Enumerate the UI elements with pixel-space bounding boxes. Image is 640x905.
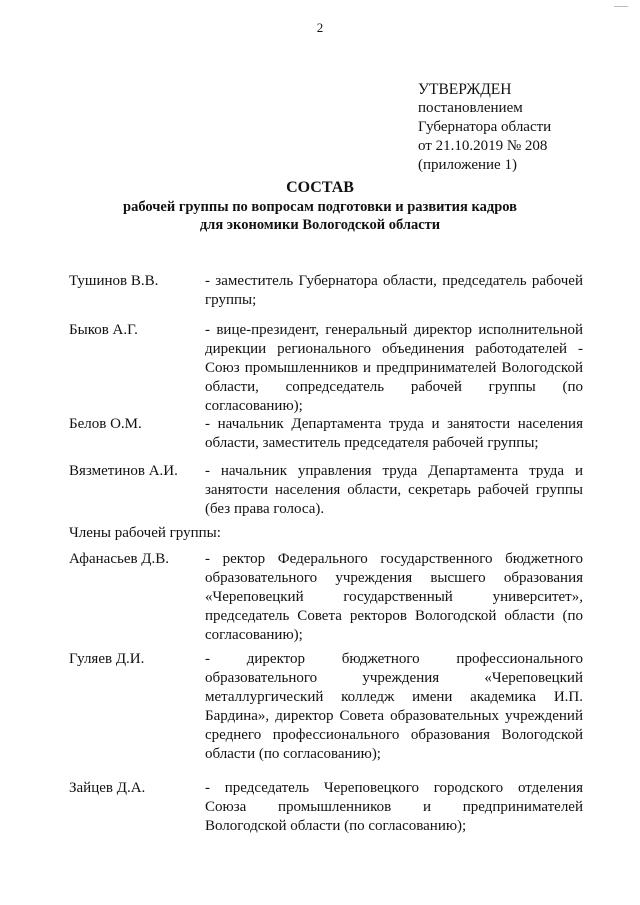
member-name: Быков А.Г. — [69, 322, 138, 338]
title-line: для экономики Вологодской области — [199, 217, 441, 233]
member-role: - директор бюджетного профессионального образовательного учреждения «Череповецкий металлургический колледж имени академика И.П. Бардина», директор Совета образовательных учреждений среднего профессионального образования Вологодской области (по согласованию); — [205, 651, 583, 762]
member-role: - ректор Федерального государственного бюджетного образовательного учреждения высшего образования «Череповецкий государственный университет», председатель Совета ректоров Вологодской области (по согласованию); — [205, 551, 583, 643]
approval-line: от 21.10.2019 № 208 — [418, 138, 548, 154]
title-line: рабочей группы по вопросам подготовки и развития кадров — [123, 199, 517, 215]
approval-heading: УТВЕРЖДЕН — [418, 81, 512, 98]
title-main: СОСТАВ — [286, 179, 354, 196]
member-role: - начальник Департамента труда и занятости населения области, заместитель председателя рабочей группы; — [205, 416, 583, 451]
member-role: - вице-президент, генеральный директор исполнительной дирекции регионального объединения работодателей - Союз промышленников и предпринимателей Вологодской области, сопредседатель рабочей группы (по согласованию); — [205, 322, 583, 414]
approval-line: (приложение 1) — [418, 157, 517, 173]
member-name: Зайцев Д.А. — [69, 780, 146, 796]
approval-stamp — [418, 80, 618, 175]
member-name: Белов О.М. — [69, 416, 142, 432]
document-title — [0, 178, 640, 234]
member-role: - заместитель Губернатора области, председатель рабочей группы; — [205, 273, 583, 308]
approval-line: Губернатора области — [418, 119, 552, 135]
page-corner-mark — [614, 0, 628, 7]
approval-line: постановлением — [418, 100, 523, 116]
member-name: Гуляев Д.И. — [69, 651, 145, 667]
member-name: Вязметинов А.И. — [69, 463, 178, 479]
page-number: 2 — [316, 20, 324, 35]
member-name: Тушинов В.В. — [69, 273, 159, 289]
member-name: Афанасьев Д.В. — [69, 551, 170, 567]
member-role: - председатель Череповецкого городского отделения Союза промышленников и предпринимателей Вологодской области (по согласованию); — [205, 780, 583, 834]
member-role: - начальник управления труда Департамента труда и занятости населения области, секретарь рабочей группы (без права голоса). — [205, 463, 583, 517]
section-label: Члены рабочей группы: — [69, 525, 221, 541]
